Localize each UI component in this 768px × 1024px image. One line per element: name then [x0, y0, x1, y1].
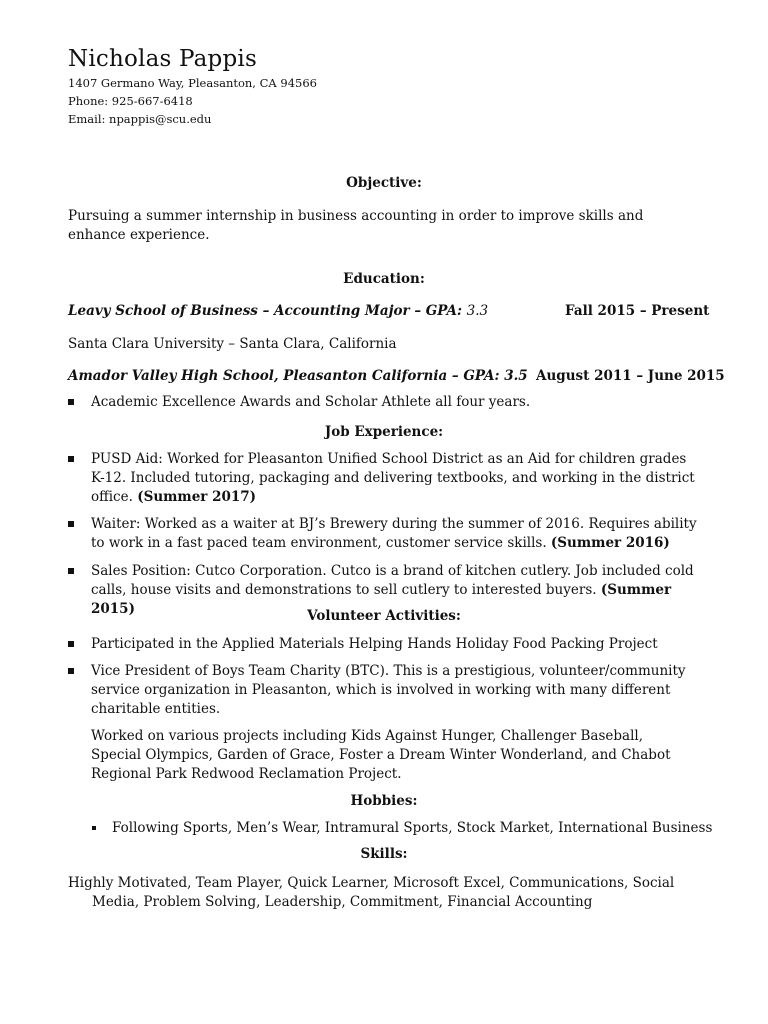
objective-text: Pursuing a summer internship in business accounting in order to improve skills and enhance experience. — [68, 208, 644, 243]
bullet-icon — [68, 456, 74, 462]
hobbies-item: Following Sports, Men’s Wear, Intramural Sports, Stock Market, International Business — [112, 820, 713, 836]
skills-heading: Skills: — [360, 846, 408, 862]
college-location: Santa Clara University – Santa Clara, California — [68, 336, 397, 352]
high-school-dates: August 2011 – June 2015 — [536, 368, 725, 384]
job-period: (Summer 2017) — [137, 489, 257, 505]
bullet-icon — [68, 399, 74, 405]
skills-text: Highly Motivated, Team Player, Quick Learner, Microsoft Excel, Communications, Social Media, Problem Solving, Leadership, Commitment, Financial Accounting — [68, 875, 675, 910]
college-gpa: 3.3 — [466, 303, 489, 319]
candidate-name: Nicholas Pappis — [68, 46, 257, 72]
volunteer-heading: Volunteer Activities: — [307, 608, 461, 624]
job-period: (Summer 2016) — [550, 535, 670, 551]
bullet-icon — [68, 568, 74, 574]
objective-heading: Objective: — [346, 175, 422, 191]
high-school-award: Academic Excellence Awards and Scholar Athlete all four years. — [91, 394, 531, 410]
job-description: Sales Position: Cutco Corporation. Cutco is a brand of kitchen cutlery. Job included cold calls, house visits and demonstrations to sell cutlery to interested buyers. — [91, 563, 694, 598]
email: Email: npappis@scu.edu — [68, 112, 212, 126]
volunteer-item: Participated in the Applied Materials Helping Hands Holiday Food Packing Project — [91, 636, 658, 652]
bullet-icon — [68, 641, 74, 647]
job-item — [91, 515, 699, 553]
college-dates: Fall 2015 – Present — [565, 303, 710, 319]
bullet-icon — [92, 826, 96, 830]
bullet-icon — [68, 521, 74, 527]
jobs-heading: Job Experience: — [324, 424, 444, 440]
job-description: Waiter: Worked as a waiter at BJ’s Brewery during the summer of 2016. Requires ability to work in a fast paced team environment, customer service skills. — [91, 516, 697, 551]
high-school-title: Amador Valley High School, Pleasanton California – GPA: 3.5 — [68, 368, 528, 384]
bullet-icon — [68, 668, 74, 674]
volunteer-item: Vice President of Boys Team Charity (BTC). This is a prestigious, volunteer/community service organization in Pleasanton, which is involved in working with many different charitable entities. — [91, 663, 686, 717]
college-title: Leavy School of Business – Accounting Major – GPA: — [68, 303, 462, 319]
volunteer-projects: Worked on various projects including Kids Against Hunger, Challenger Baseball, Special Olympics, Garden of Grace, Foster a Dream Winter Wonderland, and Chabot Regional Park Redwood Reclamation Project. — [91, 728, 671, 782]
phone: Phone: 925-667-6418 — [68, 94, 193, 108]
job-description: PUSD Aid: Worked for Pleasanton Unified School District as an Aid for children grades K-12. Included tutoring, packaging and delivering textbooks, and working in the district office. — [91, 451, 695, 505]
address: 1407 Germano Way, Pleasanton, CA 94566 — [68, 76, 317, 90]
education-heading: Education: — [343, 271, 425, 287]
hobbies-heading: Hobbies: — [350, 793, 418, 809]
college-line — [68, 303, 488, 319]
job-item — [91, 450, 699, 507]
job-period: (Summer 2015) — [91, 582, 672, 617]
